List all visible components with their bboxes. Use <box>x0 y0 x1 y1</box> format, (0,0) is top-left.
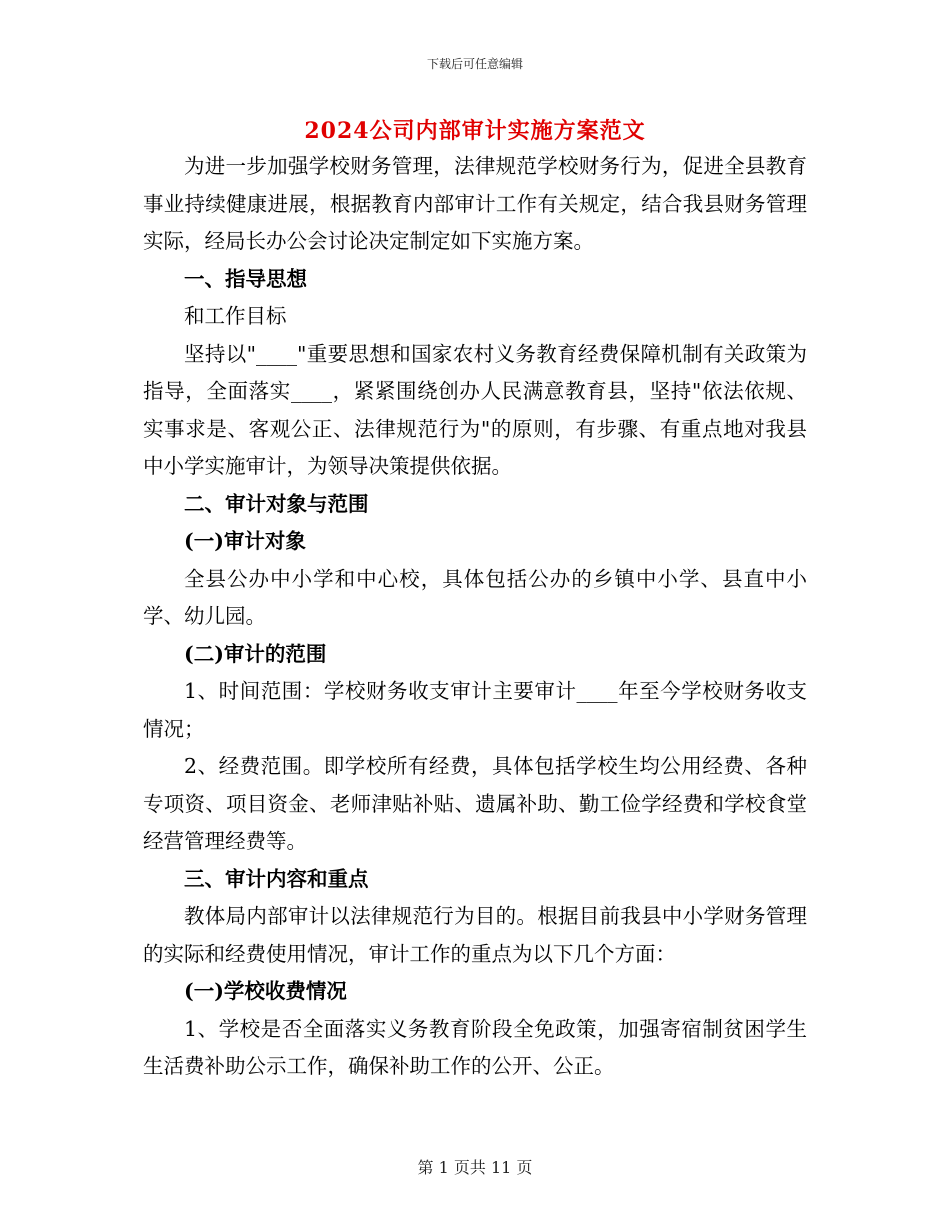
paragraph-audit-objects: 全县公办中小学和中心校，具体包括公办的乡镇中小学、县直中小学、幼儿园。 <box>143 566 807 628</box>
paragraph-fee-policy: 1、学校是否全面落实义务教育阶段全免政策，加强寄宿制贫困学生生活费补助公示工作，确保补助工作的公开、公正。 <box>143 1016 807 1078</box>
paragraph-audit-focus: 教体局内部审计以法律规范行为目的。根据目前我县中小学财务管理的实际和经费使用情况，审计工作的重点为以下几个方面： <box>143 904 807 966</box>
paragraph-fund-range: 2、经费范围。即学校所有经费，具体包括学校生均公用经费、各种专项资、项目资金、老师津贴补贴、遗属补助、勤工俭学经费和学校食堂经营管理经费等。 <box>143 754 807 853</box>
heading-school-fees: (一)学校收费情况 <box>184 979 347 1003</box>
header-note: 下载后可任意编辑 <box>426 57 523 71</box>
heading-audit-range: (二)审计的范围 <box>184 641 327 666</box>
paragraph-time-range: 1、时间范围：学校财务收支审计主要审计____年至今学校财务收支情况； <box>143 679 807 741</box>
heading-audit-scope: 二、审计对象与范围 <box>184 491 369 516</box>
page-footer: 第 1 页共 11 页 <box>417 1158 533 1177</box>
heading-audit-objects: (一)审计对象 <box>184 529 306 553</box>
paragraph-work-goal: 和工作目标 <box>184 304 287 328</box>
paragraph-intro: 为进一步加强学校财务管理，法律规范学校财务行为，促进全县教育事业持续健康进展，根据教育内部审计工作有关规定，结合我县财务管理实际，经局长办公会讨论决定制定如下实施方案。 <box>143 154 807 253</box>
paragraph-principles: 坚持以"____"重要思想和国家农村义务教育经费保障机制有关政策为指导，全面落实____，紧紧围绕创办人民满意教育县，坚持"依法依规、实事求是、客观公正、法律规范行为"的原则，有步骤、有重点地对我县中小学实施审计，为领导决策提供依据。 <box>143 341 807 478</box>
document-body <box>143 148 807 1086</box>
document-title: 2024公司内部审计实施方案范文 <box>304 118 646 144</box>
heading-guiding-ideology: 一、指导思想 <box>184 266 307 291</box>
heading-audit-content: 三、审计内容和重点 <box>184 866 369 891</box>
